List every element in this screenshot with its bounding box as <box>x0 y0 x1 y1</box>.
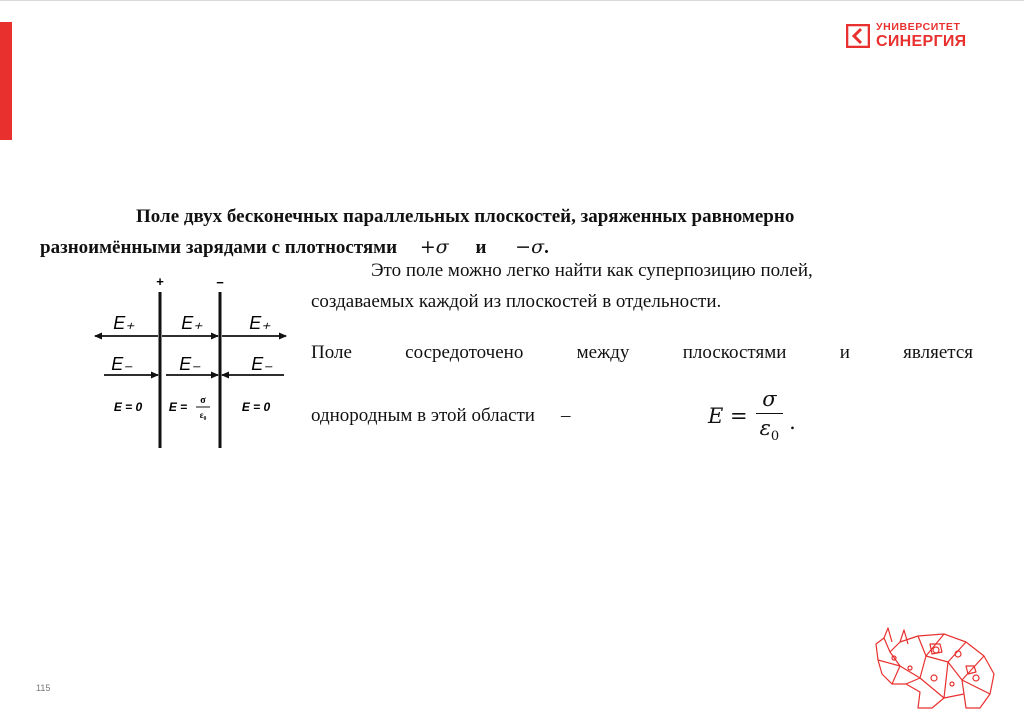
formula-lhs: E = <box>708 404 748 428</box>
paragraph-uniform-text: однородным в этой области <box>311 405 535 426</box>
red-accent-bar <box>0 22 12 140</box>
slide-title <box>40 201 1010 263</box>
title-line1: Поле двух бесконечных параллельных плоскостей, заряженных равномерно <box>136 206 795 227</box>
minus-plate-label: − <box>216 276 224 290</box>
field-formula <box>708 380 796 452</box>
title-period: . <box>544 237 549 258</box>
formula-denominator-wrap <box>756 413 784 444</box>
plus-sigma: +σ <box>419 236 449 258</box>
label-e-minus-left: E₋ <box>111 354 133 374</box>
label-e-plus-right: E₊ <box>249 313 271 333</box>
formula-fraction <box>756 387 784 444</box>
paragraph-line1: Это поле можно легко найти как суперпозицию полей, <box>371 260 813 281</box>
paragraph-line2: создаваемых каждой из плоскостей в отдельности. <box>311 291 722 312</box>
label-e-plus-middle: E₊ <box>181 313 203 333</box>
title-conjunction: и <box>475 237 487 258</box>
label-e-minus-right: E₋ <box>251 354 273 374</box>
formula-period: . <box>789 410 796 434</box>
paragraph-superposition <box>311 255 973 317</box>
page-number: 115 <box>36 683 51 693</box>
middle-field-value: E = <box>168 400 188 414</box>
middle-field-numerator: σ <box>200 395 206 406</box>
field-diagram <box>90 276 295 451</box>
middle-field-denominator: ε₀ <box>199 410 207 420</box>
right-field-value: E = 0 <box>241 400 271 414</box>
paragraph-dash: – <box>560 405 571 426</box>
plus-plate-label: + <box>156 276 164 289</box>
logo-text <box>876 22 966 50</box>
label-e-minus-middle: E₋ <box>179 354 201 374</box>
paragraph-field-concentrated: Поле сосредоточено между плоскостями и является <box>311 342 973 363</box>
title-line2-text: разноимёнными зарядами с плотностями <box>40 237 398 258</box>
logo-line1: УНИВЕРСИТЕТ <box>876 21 961 33</box>
logo-line2: СИНЕРГИЯ <box>876 32 967 50</box>
logo-mark-icon <box>846 24 870 48</box>
left-field-value: E = 0 <box>113 400 143 414</box>
formula-subscript: 0 <box>770 429 780 445</box>
paragraph-uniform <box>311 405 570 427</box>
synergy-logo <box>846 22 966 50</box>
formula-numerator: σ <box>762 387 777 412</box>
minus-sigma: −σ <box>515 236 545 258</box>
label-e-plus-left: E₊ <box>113 313 135 333</box>
rhino-decoration-icon <box>866 622 1006 714</box>
top-border <box>0 0 1024 1</box>
formula-denominator: ε <box>759 416 771 441</box>
